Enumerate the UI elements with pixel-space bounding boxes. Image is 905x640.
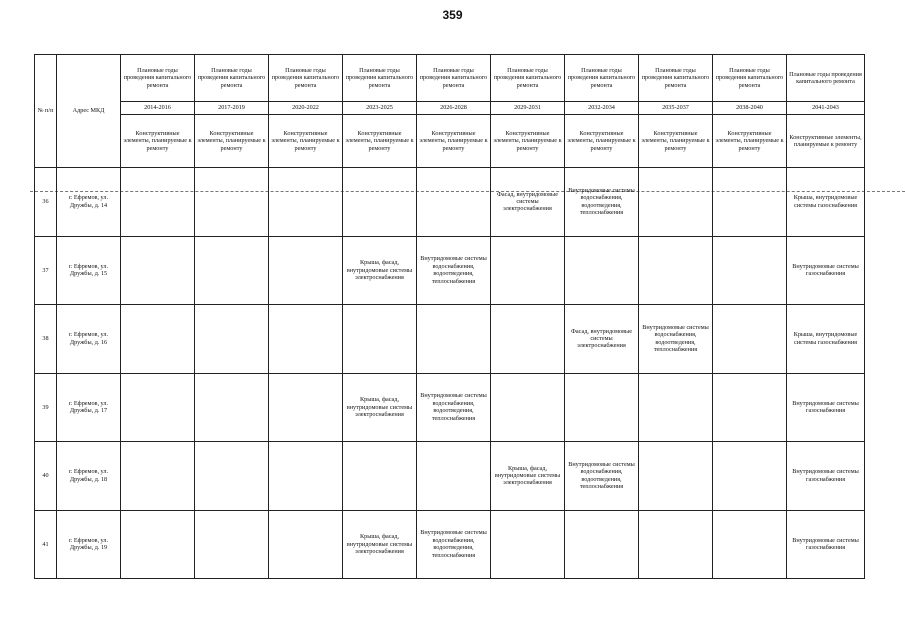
repair-cell xyxy=(269,168,343,237)
header-elements: Конструктивные элементы, планируемые к ремонту xyxy=(121,115,195,168)
header-elements: Конструктивные элементы, планируемые к ремонту xyxy=(417,115,491,168)
header-plan: Плановые годы проведения капитального ремонта xyxy=(787,55,865,102)
repair-cell xyxy=(121,373,195,442)
row-address: г. Ефремов, ул. Дружбы, д. 18 xyxy=(57,442,121,511)
repair-cell xyxy=(417,168,491,237)
repair-cell: Внутридомовые системы водоснабжения, водоотведения, теплоснабжения xyxy=(639,305,713,374)
repair-cell xyxy=(195,373,269,442)
repair-cell xyxy=(195,168,269,237)
repair-cell xyxy=(121,305,195,374)
header-elements: Конструктивные элементы, планируемые к ремонту xyxy=(787,115,865,168)
repair-cell xyxy=(491,373,565,442)
repair-cell: Крыша, внутридомовые системы газоснабжения xyxy=(787,168,865,237)
header-elements: Конструктивные элементы, планируемые к ремонту xyxy=(343,115,417,168)
repair-cell: Крыша, фасад, внутридомовые системы электроснабжения xyxy=(343,510,417,579)
header-plan: Плановые годы проведения капитального ремонта xyxy=(343,55,417,102)
repair-cell: Внутридомовые системы газоснабжения xyxy=(787,510,865,579)
table-row xyxy=(35,236,865,305)
repair-cell xyxy=(565,510,639,579)
repair-cell xyxy=(269,510,343,579)
header-elements: Конструктивные элементы, планируемые к ремонту xyxy=(639,115,713,168)
header-elements: Конструктивные элементы, планируемые к ремонту xyxy=(269,115,343,168)
header-period: 2038-2040 xyxy=(713,102,787,115)
repair-cell: Фасад, внутридомовые системы электроснабжения xyxy=(491,168,565,237)
repair-cell xyxy=(639,510,713,579)
header-plan: Плановые годы проведения капитального ремонта xyxy=(269,55,343,102)
repair-cell xyxy=(269,373,343,442)
repair-cell xyxy=(565,236,639,305)
repair-cell xyxy=(639,373,713,442)
repair-cell xyxy=(195,510,269,579)
header-elements: Конструктивные элементы, планируемые к ремонту xyxy=(713,115,787,168)
repair-cell xyxy=(491,510,565,579)
repair-cell: Крыша, фасад, внутридомовые системы электроснабжения xyxy=(491,442,565,511)
row-number: 37 xyxy=(35,236,57,305)
header-address: Адрес МКД xyxy=(57,55,121,168)
header-elements: Конструктивные элементы, планируемые к ремонту xyxy=(195,115,269,168)
repair-cell xyxy=(491,236,565,305)
repair-cell xyxy=(417,442,491,511)
repair-cell: Внутридомовые системы водоснабжения, водоотведения, теплоснабжения xyxy=(417,510,491,579)
repair-cell xyxy=(269,236,343,305)
repair-cell xyxy=(195,236,269,305)
repair-cell xyxy=(195,305,269,374)
header-plan: Плановые годы проведения капитального ремонта xyxy=(491,55,565,102)
header-period: 2041-2043 xyxy=(787,102,865,115)
repair-cell: Внутридомовые системы газоснабжения xyxy=(787,236,865,305)
repair-cell xyxy=(713,510,787,579)
repair-cell xyxy=(713,236,787,305)
repair-cell xyxy=(343,442,417,511)
repair-cell xyxy=(343,305,417,374)
table-row xyxy=(35,305,865,374)
row-number: 41 xyxy=(35,510,57,579)
repair-cell xyxy=(713,442,787,511)
header-plan: Плановые годы проведения капитального ремонта xyxy=(195,55,269,102)
repair-cell: Внутридомовые системы водоснабжения, водоотведения, теплоснабжения xyxy=(417,373,491,442)
header-plan: Плановые годы проведения капитального ремонта xyxy=(713,55,787,102)
row-address: г. Ефремов, ул. Дружбы, д. 17 xyxy=(57,373,121,442)
header-period: 2035-2037 xyxy=(639,102,713,115)
row-number: 39 xyxy=(35,373,57,442)
header-num: № п/п xyxy=(35,55,57,168)
row-address: г. Ефремов, ул. Дружбы, д. 15 xyxy=(57,236,121,305)
repair-cell: Внутридомовые системы газоснабжения xyxy=(787,442,865,511)
repair-cell: Внутридомовые системы водоснабжения, водоотведения, теплоснабжения xyxy=(565,442,639,511)
repair-cell xyxy=(121,168,195,237)
header-plan: Плановые годы проведения капитального ремонта xyxy=(565,55,639,102)
repair-cell xyxy=(639,236,713,305)
table-body xyxy=(35,168,865,579)
repair-cell xyxy=(343,168,417,237)
repair-cell xyxy=(565,373,639,442)
row-address: г. Ефремов, ул. Дружбы, д. 19 xyxy=(57,510,121,579)
row-number: 40 xyxy=(35,442,57,511)
header-period: 2020-2022 xyxy=(269,102,343,115)
repair-cell xyxy=(713,305,787,374)
header-period: 2029-2031 xyxy=(491,102,565,115)
header-period: 2026-2028 xyxy=(417,102,491,115)
repair-cell xyxy=(417,305,491,374)
row-number: 36 xyxy=(35,168,57,237)
table-row xyxy=(35,168,865,237)
header-plan: Плановые годы проведения капитального ремонта xyxy=(121,55,195,102)
repair-cell xyxy=(121,236,195,305)
table-row xyxy=(35,373,865,442)
repair-cell xyxy=(269,305,343,374)
repair-cell: Крыша, фасад, внутридомовые системы электроснабжения xyxy=(343,373,417,442)
repair-cell xyxy=(713,373,787,442)
row-number: 38 xyxy=(35,305,57,374)
capital-repair-table xyxy=(34,54,865,579)
header-period: 2014-2016 xyxy=(121,102,195,115)
header-elements: Конструктивные элементы, планируемые к ремонту xyxy=(491,115,565,168)
repair-cell xyxy=(713,168,787,237)
repair-cell xyxy=(195,442,269,511)
row-address: г. Ефремов, ул. Дружбы, д. 16 xyxy=(57,305,121,374)
repair-cell: Фасад, внутридомовые системы электроснабжения xyxy=(565,305,639,374)
repair-cell xyxy=(121,510,195,579)
repair-cell xyxy=(491,305,565,374)
repair-cell: Внутридомовые системы водоснабжения, водоотведения, теплоснабжения xyxy=(565,168,639,237)
repair-cell xyxy=(639,168,713,237)
repair-cell xyxy=(639,442,713,511)
row-address: г. Ефремов, ул. Дружбы, д. 14 xyxy=(57,168,121,237)
header-plan: Плановые годы проведения капитального ремонта xyxy=(417,55,491,102)
repair-cell: Внутридомовые системы водоснабжения, водоотведения, теплоснабжения xyxy=(417,236,491,305)
page-number: 359 xyxy=(442,8,463,22)
table-row xyxy=(35,442,865,511)
header-elements: Конструктивные элементы, планируемые к ремонту xyxy=(565,115,639,168)
repair-cell xyxy=(121,442,195,511)
header-period: 2023-2025 xyxy=(343,102,417,115)
table-row xyxy=(35,510,865,579)
header-plan: Плановые годы проведения капитального ремонта xyxy=(639,55,713,102)
repair-cell: Внутридомовые системы газоснабжения xyxy=(787,373,865,442)
header-period: 2032-2034 xyxy=(565,102,639,115)
header-period: 2017-2019 xyxy=(195,102,269,115)
repair-cell xyxy=(269,442,343,511)
repair-cell: Крыша, внутридомовые системы газоснабжения xyxy=(787,305,865,374)
repair-cell: Крыша, фасад, внутридомовые системы электроснабжения xyxy=(343,236,417,305)
